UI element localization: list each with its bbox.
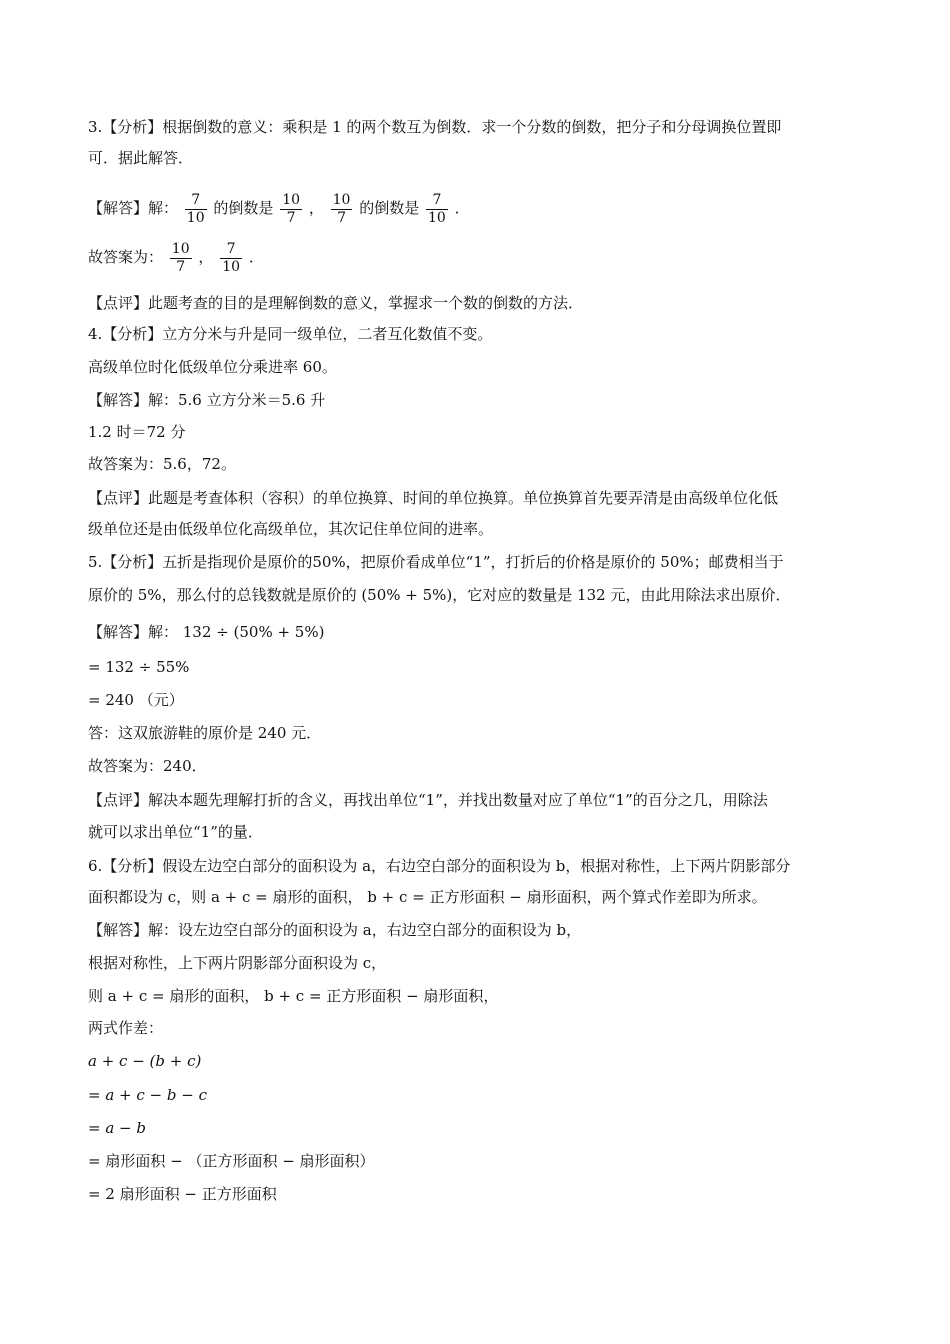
fraction: $\frac{10}{7}$ (332, 191, 351, 226)
q6-step-4: = 扇形面积 − （正方形面积 − 扇形面积） (88, 1152, 375, 1170)
q6-step-5: = 2 扇形面积 − 正方形面积 (88, 1185, 277, 1203)
separator: ， (308, 199, 324, 217)
fraction: $\frac{10}{7}$ (171, 240, 190, 275)
q3-final-answer (88, 237, 868, 277)
separator: ， (198, 248, 214, 266)
answer-text: 的倒数是 (359, 199, 420, 217)
q4-comment-line-1: 【点评】此题是考查体积（容积）的单位换算、时间的单位换算。单位换算首先要弄清是由高级单位化低 (88, 489, 779, 507)
q5-answer: 【解答】解： 132 ÷ (50% + 5%) (88, 623, 325, 641)
q6-analysis-line-2: 面积都设为 c，则 a + c = 扇形的面积， b + c = 正方形面积 − 扇形面积，两个算式作差即为所求。 (88, 888, 767, 906)
q3-analysis-line-1: 3.【分析】根据倒数的意义：乘积是 1 的两个数互为倒数．求一个分数的倒数，把分子和分母调换位置即 (88, 118, 782, 136)
q6-step-3: = a − b (88, 1119, 146, 1137)
fraction: $\frac{7}{10}$ (186, 191, 205, 226)
q3-answer (88, 188, 868, 228)
q3-analysis-line-2: 可．据此解答． (88, 149, 194, 167)
q5-comment-line-1: 【点评】解决本题先理解打折的含义，再找出单位“1”，并找出数量对应了单位“1”的百分之几，用除法 (88, 791, 768, 809)
q6-step-1: a + c − (b + c) (88, 1052, 202, 1070)
answer-label: 【解答】解： (88, 199, 179, 217)
q5-step-1: = 132 ÷ 55% (88, 658, 190, 676)
q3-comment: 【点评】此题考查的目的是理解倒数的意义，掌握求一个数的倒数的方法． (88, 294, 584, 312)
fraction: $\frac{10}{7}$ (282, 191, 301, 226)
q6-line-4: 两式作差： (88, 1019, 164, 1037)
final-label: 故答案为： (88, 248, 164, 266)
period: ． (454, 199, 470, 217)
q6-analysis-line-1: 6.【分析】假设左边空白部分的面积设为 a，右边空白部分的面积设为 b，根据对称性，上下两片阴影部分 (88, 857, 791, 875)
q4-comment-line-2: 级单位还是由低级单位化高级单位，其次记住单位间的进率。 (88, 520, 494, 538)
fraction: $\frac{7}{10}$ (222, 240, 241, 275)
q6-answer: 【解答】解：设左边空白部分的面积设为 a，右边空白部分的面积设为 b， (88, 921, 582, 939)
q5-step-2: = 240 （元） (88, 691, 184, 709)
q5-analysis-line-2: 原价的 5%，那么付的总钱数就是原价的 (50% + 5%)，它对应的数量是 132 元，由此用除法求出原价． (88, 586, 791, 604)
q5-reply: 答：这双旅游鞋的原价是 240 元． (88, 724, 322, 742)
q5-analysis-line-1: 5.【分析】五折是指现价是原价的50%，把原价看成单位“1”，打折后的价格是原价的 50%；邮费相当于 (88, 553, 784, 571)
q4-answer: 【解答】解：5.6 立方分米＝5.6 升 (88, 391, 326, 409)
q6-step-2: = a + c − b − c (88, 1086, 207, 1104)
q6-line-3: 则 a + c = 扇形的面积， b + c = 正方形面积 − 扇形面积， (88, 987, 499, 1005)
q4-final: 故答案为：5.6，72。 (88, 455, 236, 473)
q6-line-2: 根据对称性，上下两片阴影部分面积设为 c， (88, 954, 387, 972)
q4-analysis-line-2: 高级单位时化低级单位分乘进率 60。 (88, 358, 337, 376)
q4-analysis: 4.【分析】立方分米与升是同一级单位，二者互化数值不变。 (88, 325, 493, 343)
period: ． (248, 248, 264, 266)
fraction: $\frac{7}{10}$ (428, 191, 446, 226)
answer-text: 的倒数是 (213, 199, 274, 217)
q5-comment-line-2: 就可以求出单位“1”的量． (88, 823, 263, 841)
q4-step: 1.2 时＝72 分 (88, 423, 186, 441)
q5-final: 故答案为：240． (88, 757, 207, 775)
